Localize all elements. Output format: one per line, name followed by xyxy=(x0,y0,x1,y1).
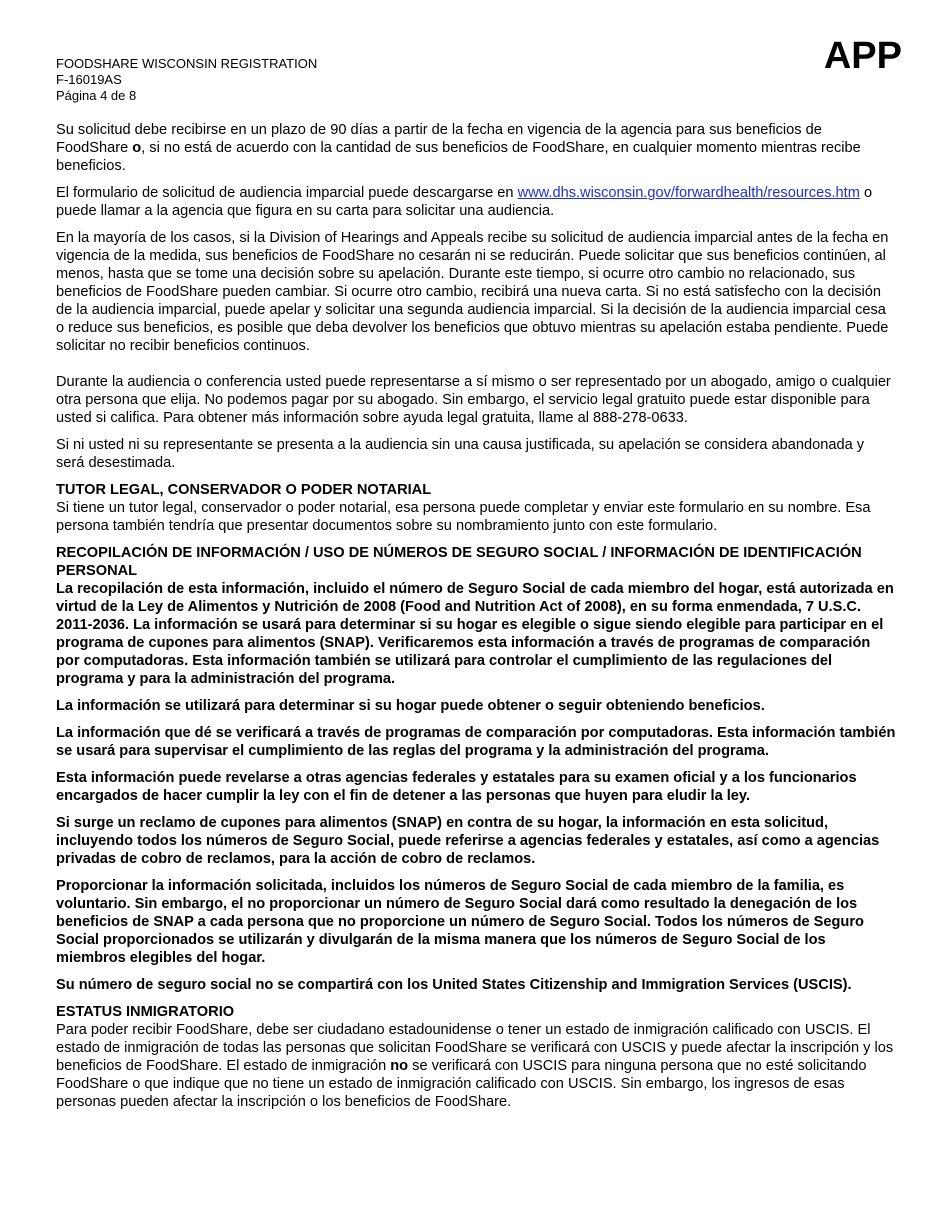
paragraph-hearing-form xyxy=(56,184,896,220)
text-run: El formulario de solicitud de audiencia imparcial puede descargarse en xyxy=(56,185,518,201)
paragraph-deadline xyxy=(56,121,896,175)
section-body: Si tiene un tutor legal, conservador o poder notarial, esa persona puede completar y enviar este formulario en su nombre. Esa persona también tendría que presentar documentos sobre su nombramiento junto con este formulario. xyxy=(56,500,871,534)
form-name: FOODSHARE WISCONSIN REGISTRATION xyxy=(56,56,318,71)
paragraph-privacy: Si surge un reclamo de cupones para alimentos (SNAP) en contra de su hogar, la información en esta solicitud, incluyendo todos los números de Seguro Social, puede referirse a agencias federales y estatales, así como a agencias privadas de cobro de reclamos, para la acción de cobro de reclamos. xyxy=(56,815,880,867)
hearing-form-link[interactable]: www.dhs.wisconsin.gov/forwardhealth/resources.htm xyxy=(517,185,860,201)
paragraph-no-show: Si ni usted ni su representante se presenta a la audiencia sin una causa justificada, su apelación se considera abandonada y será desestimada. xyxy=(56,437,865,471)
paragraph-representation: Durante la audiencia o conferencia usted puede representarse a sí mismo o ser representado por un abogado, amigo o cualquier otra persona que elija. No podemos pagar por su abogado. Sin embargo, el servicio legal gratuito puede estar disponible para usted si califica. Para obtener más información sobre ayuda legal gratuita, llame al 888-278-0633. xyxy=(56,374,891,426)
text-run: , si no está de acuerdo con la cantidad de sus beneficios de FoodShare, en cualquier momento mientras recibe beneficios. xyxy=(56,140,861,174)
section-heading: RECOPILACIÓN DE INFORMACIÓN / USO DE NÚMEROS DE SEGURO SOCIAL / INFORMACIÓN DE IDENTIFICACIÓN PERSONAL xyxy=(56,545,862,579)
paragraph-continuing-benefits: En la mayoría de los casos, si la Division of Hearings and Appeals recibe su solicitud de audiencia imparcial antes de la fecha en vigencia de la medida, sus beneficios de FoodShare no cesarán ni se reducirán. Puede solicitar que sus beneficios continúen, al menos, hasta que se tome una decisión sobre su apelación. Durante este tiempo, si ocurre otro cambio no relacionado, sus beneficios de FoodShare pueden cambiar. Si ocurre otro cambio, recibirá una nueva carta. Si no está satisfecho con la decisión de la audiencia imparcial, puede apelar y solicitar una segunda audiencia imparcial. Si la decisión de la audiencia imparcial cesa o reduce sus beneficios, es posible que deba devolver los beneficios que obtuvo mientras su apelación estaba pendiente. Puede solicitar no recibir beneficios continuos. xyxy=(56,230,889,354)
section-heading: TUTOR LEGAL, CONSERVADOR O PODER NOTARIAL xyxy=(56,482,432,498)
section-guardian xyxy=(56,481,896,535)
paragraph-privacy: Proporcionar la información solicitada, incluidos los números de Seguro Social de cada miembro de la familia, es voluntario. Sin embargo, el no proporcionar un número de Seguro Social dará como resultado la denegación de los beneficios de SNAP a cada persona que no proporcione un número de Seguro Social. Todos los números de Seguro Social proporcionados se utilizarán y divulgarán de la misma manera que los números de Seguro Social de los miembros elegibles del hogar. xyxy=(56,878,864,966)
document-page xyxy=(56,35,902,1120)
page-header xyxy=(56,35,902,104)
text-run: Para poder recibir FoodShare, debe ser ciudadano estadounidense o tener un estado de inmigración calificado con USCIS. El estado de inmigración de todas las personas que solicitan FoodShare se verificará con USCIS y puede afectar la inscripción y los beneficios de FoodShare. El estado de inmigración xyxy=(56,1022,894,1074)
app-tag: APP xyxy=(823,35,902,77)
paragraph-privacy: Esta información puede revelarse a otras agencias federales y estatales para su examen oficial y a los funcionarios encargados de hacer cumplir la ley con el fin de detener a las personas que huyen para eludir la ley. xyxy=(56,770,857,804)
document-body xyxy=(56,121,896,1111)
form-number: F-16019AS xyxy=(56,72,122,87)
page-number: Página 4 de 8 xyxy=(56,88,137,103)
section-body: La recopilación de esta información, incluido el número de Seguro Social de cada miembro del hogar, está autorizada en virtud de la Ley de Alimentos y Nutrición de 2008 (Food and Nutrition Act of 2008), en su forma enmendada, 7 U.S.C. 2011-2036. La información se usará para determinar si su hogar es elegible o sigue siendo elegible para participar en el programa de cupones para alimentos (SNAP). Verificaremos esta información a través de programas de comparación por computadoras. Esta información también se utilizará para controlar el cumplimiento de las regulaciones del programa y para la administración del programa. xyxy=(56,581,894,687)
section-immigration xyxy=(56,1003,896,1111)
text-run: se verificará con USCIS para ninguna persona que no esté solicitando FoodShare o que indique que no tiene un estado de inmigración calificado con USCIS. Sin embargo, los ingresos de esas personas pueden afectar la inscripción o los beneficios de FoodShare. xyxy=(56,1058,867,1110)
text-run-bold: no xyxy=(390,1058,409,1074)
section-privacy xyxy=(56,544,896,688)
text-run: o puede llamar a la agencia que figura en su carta para solicitar una audiencia. xyxy=(56,185,873,219)
paragraph-privacy: La información que dé se verificará a través de programas de comparación por computadoras. Esta información también se usará para supervisar el cumplimiento de las reglas del programa y la administración del programa. xyxy=(56,725,896,759)
text-run: Su solicitud debe recibirse en un plazo de 90 días a partir de la fecha en vigencia de la agencia para sus beneficios de FoodShare xyxy=(56,122,822,156)
section-heading: ESTATUS INMIGRATORIO xyxy=(56,1004,235,1020)
text-run-bold: o xyxy=(132,140,142,156)
paragraph-privacy: La información se utilizará para determinar si su hogar puede obtener o seguir obteniendo beneficios. xyxy=(56,698,765,714)
paragraph-privacy: Su número de seguro social no se compartirá con los United States Citizenship and Immigration Services (USCIS). xyxy=(56,977,852,993)
